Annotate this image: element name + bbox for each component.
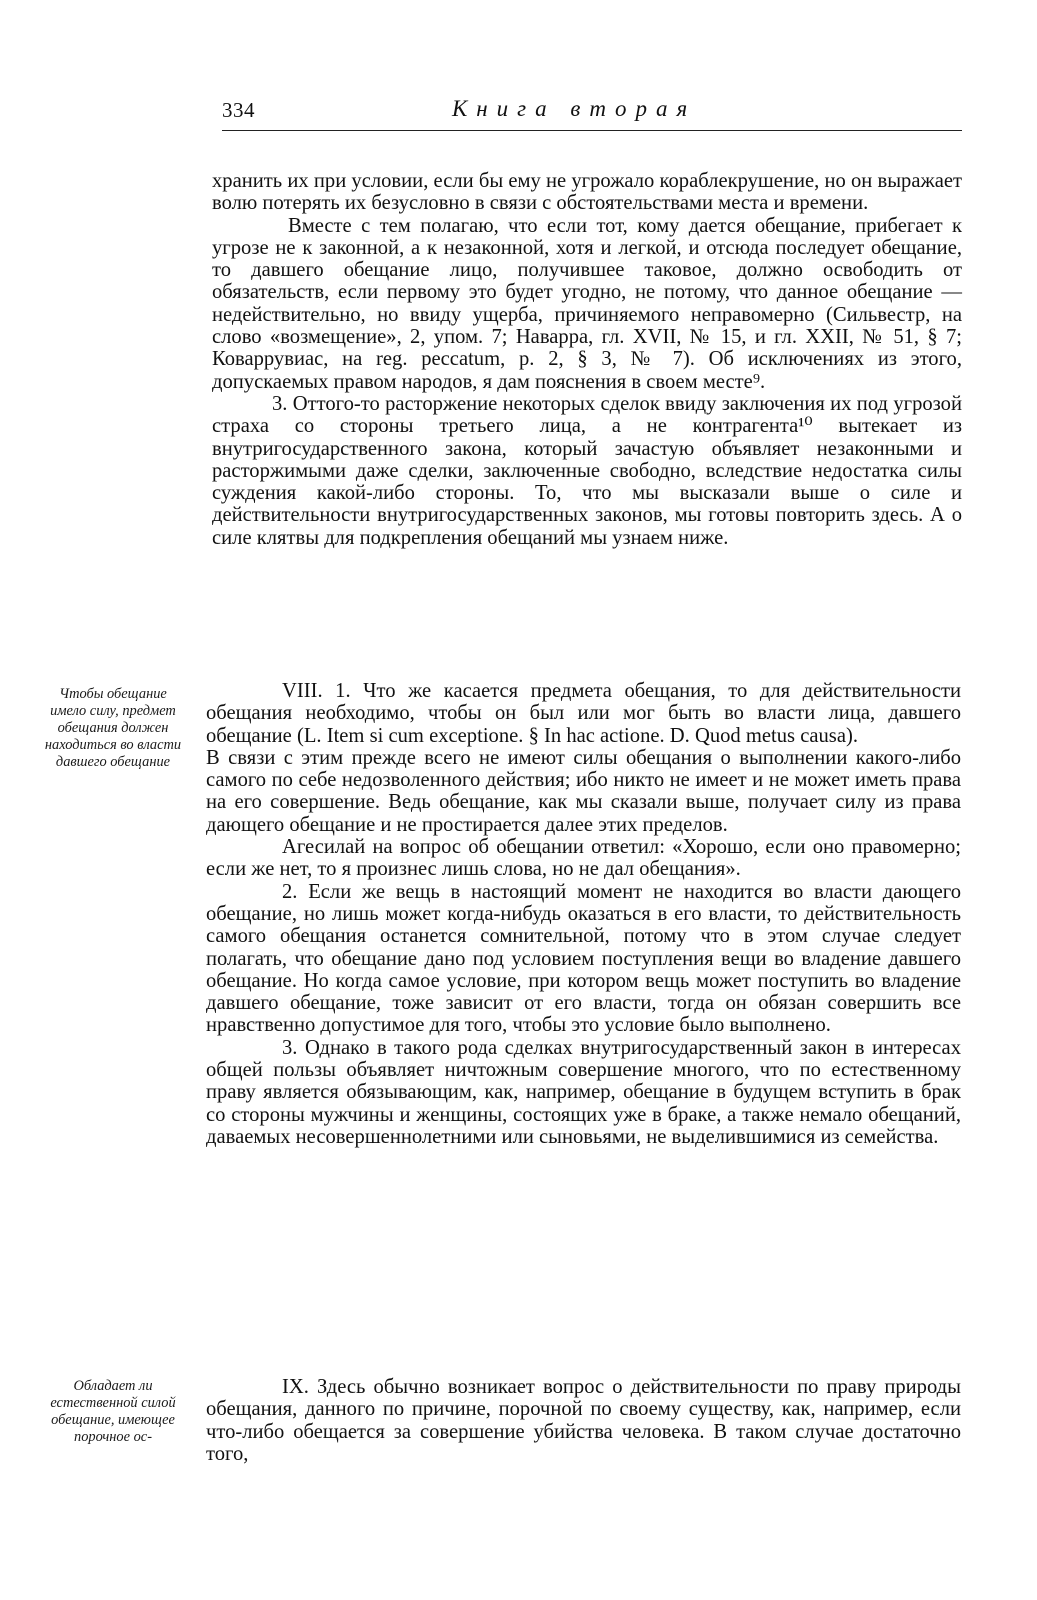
header-rule	[222, 130, 962, 131]
text-block-top	[212, 170, 962, 549]
section-heading-paragraph: VIII. 1. Что же касается предмета обещания, то для действительности обещания необходимо, чтобы он был или мог быть во власти лица, давшего обещание (L. Item si cum exceptione. § In hac actione. D. Quod metus causa).	[206, 680, 961, 747]
margin-note: Обладает ли естественной силой обещание, имеющее порочное ос-	[50, 1378, 176, 1445]
section-heading-paragraph: IX. Здесь обычно возникает вопрос о действительности по праву природы обещания, данного по причине, порочной по своему существу, как, например, если что-либо обещается за совершение убийства человека. В таком случае достаточно того,	[206, 1376, 961, 1465]
paragraph: 3. Однако в такого рода сделках внутригосударственный закон в интересах общей пользы объявляет ничтожным совершение многого, что по естественному праву является обязывающим, как, например, обещание в будущем вступить в брак со стороны мужчины и женщины, состоящих уже в браке, а также немало обещаний, даваемых несовершеннолетними или сыновьями, не выделившимися из семейства.	[206, 1036, 961, 1148]
section-viii	[206, 680, 961, 1148]
paragraph: 3. Оттого-то расторжение некоторых сделок ввиду заключения их под угрозой страха со стороны третьего лица, а не контрагента¹⁰ вытекает из внутригосударственного закона, который зачастую объявляет незаконными и расторжимыми даже сделки, заключенные свободно, вследствие недостатка силы суждения какой-либо стороны. То, что мы высказали выше о силе и действительности внутригосударственных законов, мы готовы повторить здесь. А о силе клятвы для подкрепления обещаний мы узнаем ниже.	[212, 392, 962, 549]
page-header	[222, 96, 962, 132]
section-ix	[206, 1376, 961, 1465]
paragraph: Вместе с тем полагаю, что если тот, кому дается обещание, прибегает к угрозе не к законной, а к незаконной, хотя и легкой, и отсюда последует обещание, то давшего обещание лицо, получившее таковое, должно освободить от обязательств, если первому это будет угодно, не потому, что данное обещание — недействительно, но ввиду ущерба, причиняемого неправомерно (Сильвестр, на слово «возмещение», 2, упом. 7; Наварра, гл. XVII, № 15, и гл. XXII, № 51, § 7; Коваррувиас, на reg. peccatum, p. 2, § 3, № 7). Об исключениях из этого, допускаемых правом народов, я дам пояснения в своем месте⁹.	[212, 214, 962, 393]
paragraph: Агесилай на вопрос об обещании ответил: «Хорошо, если оно правомерно; если же нет, то я произнес лишь слова, но не дал обещания».	[206, 836, 961, 881]
page-number: 334	[222, 98, 255, 122]
paragraph: 2. Если же вещь в настоящий момент не находится во власти дающего обещание, но лишь может когда-нибудь оказаться в его власти, то действительность самого обещания останется сомнительной, потому что в этом случае следует полагать, что обещание дано под условием поступления вещи во владение давшего обещание. Но когда самое условие, при котором вещь может поступить во владение давшего обещание, тоже зависит от его власти, тогда он обязан совершить все нравственно допустимое для того, чтобы это условие было выполнено.	[206, 880, 961, 1037]
paragraph: В связи с этим прежде всего не имеют силы обещания о выполнении какого-либо самого по себе недозволенного действия; ибо никто не имеет и не может иметь права на его совершение. Ведь обещание, как мы сказали выше, получает силу из права дающего обещание и не простирается далее этих пределов.	[206, 746, 961, 836]
margin-note: Чтобы обещание имело силу, предмет обещания должен находиться во власти давшего обещание	[44, 686, 182, 770]
paragraph-continuation: хранить их при условии, если бы ему не угрожало кораблекрушение, но он выражает волю потерять их безусловно в связи с обстоятельствами места и времени.	[212, 170, 962, 215]
running-title: Книга вторая	[452, 96, 697, 121]
